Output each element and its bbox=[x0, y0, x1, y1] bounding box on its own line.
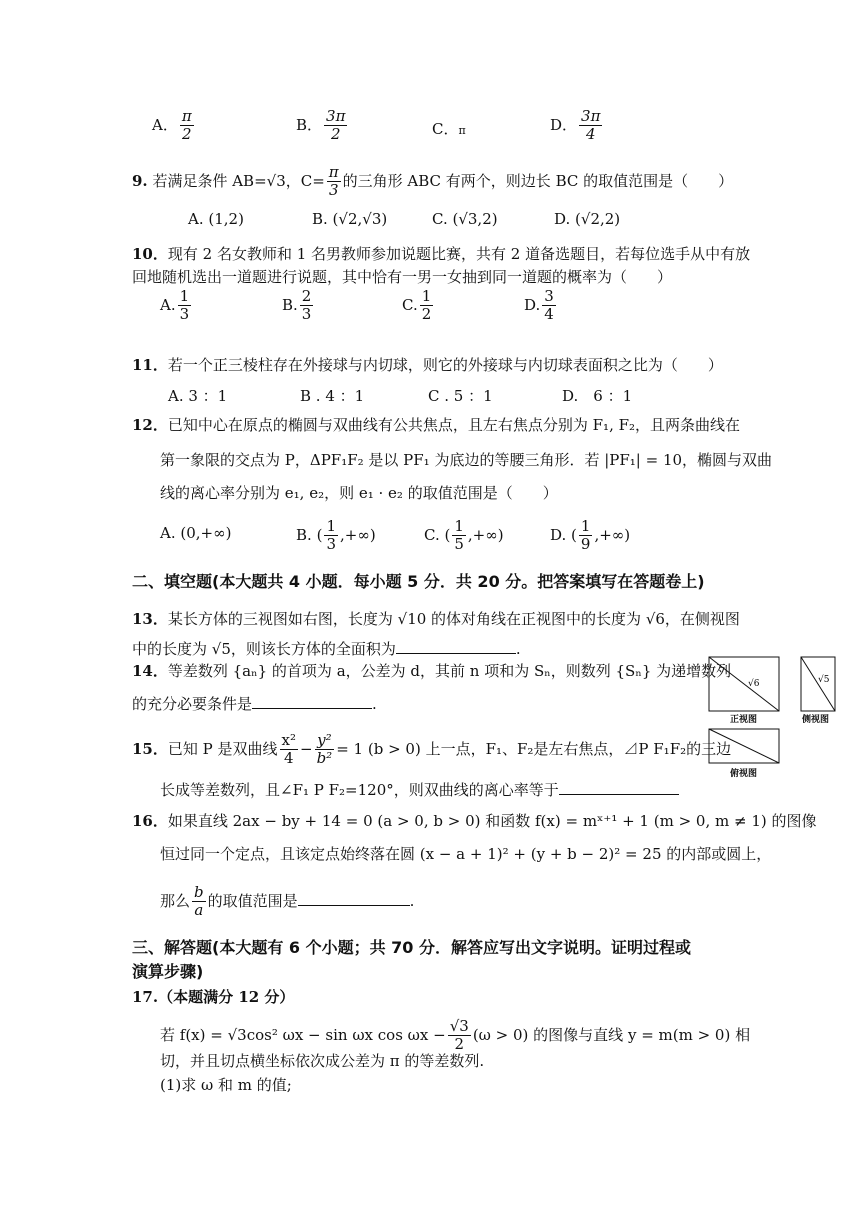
q16-line2: 恒过同一个定点，且该定点始终落在圆 (x − a + 1)² + (y + b − 2)² = 25 的内部或圆上， bbox=[160, 845, 772, 863]
q9-option-b: B. (√2,√3) bbox=[312, 210, 388, 228]
q10-option-a: A. $\frac{1}{3}$ bbox=[160, 287, 190, 324]
q11-option-b: B . 4 ：1 bbox=[300, 387, 365, 405]
side-view-label: 侧视图 bbox=[802, 715, 830, 725]
q17-line3: (1)求 ω 和 m 的值; bbox=[160, 1076, 292, 1094]
q13-line2: 中的长度为 √5，则该长方体的全面积为 . bbox=[132, 640, 521, 658]
q8-option-d: D． $\frac{3\pi}{4}$ bbox=[550, 107, 601, 144]
top-view-label: 俯视图 bbox=[730, 769, 758, 779]
q8-option-b: B． $\frac{3\pi}{2}$ bbox=[296, 107, 346, 144]
q9-option-a: A. (1,2) bbox=[188, 210, 244, 228]
q14-line2: 的充分必要条件是 . bbox=[132, 695, 377, 713]
q12-line3: 线的离心率分别为 e₁, e₂，则 e₁ · e₂ 的取值范围是（ ） bbox=[160, 484, 558, 502]
q11-option-d: D. 6 ：1 bbox=[562, 387, 633, 405]
q10-line1: 10．现有 2 名女教师和 1 名男教师参加说题比赛，共有 2 道备选题目，若每位选手从中有放 bbox=[132, 245, 751, 263]
q11-option-a: A. 3 ：1 bbox=[168, 387, 228, 405]
q17-line2: 切，并且切点横坐标依次成公差为 π 的等差数列. bbox=[160, 1052, 485, 1070]
q10-line2: 回地随机选出一道题进行说题，其中恰有一男一女抽到同一道题的概率为（ ） bbox=[132, 268, 673, 286]
q12-option-c: C. ( $\frac{1}{5}$ ,+∞) bbox=[424, 517, 504, 554]
q12-option-d: D. ( $\frac{1}{9}$ ,+∞) bbox=[550, 517, 631, 554]
q10-option-c: C. $\frac{1}{2}$ bbox=[402, 287, 432, 324]
q9-option-c: C. (√3,2) bbox=[432, 210, 498, 228]
q9-option-d: D. (√2,2) bbox=[554, 210, 621, 228]
side-view-figure bbox=[800, 656, 836, 712]
q12-option-a: A. (0,+∞) bbox=[160, 524, 232, 542]
q14-line1: 14．等差数列 {aₙ} 的首项为 a，公差为 d，其前 n 项和为 Sₙ，则数列 {Sₙ} 为递增数列 bbox=[132, 662, 732, 680]
front-view-label: 正视图 bbox=[730, 715, 758, 725]
q15-line2: 长成等差数列，且∠F₁ P F₂=120°，则双曲线的离心率等于 bbox=[160, 779, 679, 799]
q8-option-c: C．π bbox=[432, 120, 466, 138]
q11-option-c: C . 5 ：1 bbox=[428, 387, 493, 405]
front-view-diagonal-label: √6 bbox=[748, 679, 760, 689]
q10-option-b: B. $\frac{2}{3}$ bbox=[282, 287, 312, 324]
q8-option-a: A． $\frac{\pi}{2}$ bbox=[152, 107, 192, 144]
q11-stem: 11．若一个正三棱柱存在外接球与内切球，则它的外接球与内切球表面积之比为（ ） bbox=[132, 356, 723, 374]
q12-line2: 第一象限的交点为 P，ΔPF₁F₂ 是以 PF₁ 为底边的等腰三角形．若 |PF₁| = 10，椭圆与双曲 bbox=[160, 451, 773, 469]
q12-option-b: B. ( $\frac{1}{3}$ ,+∞) bbox=[296, 517, 376, 554]
q13-line1: 13．某长方体的三视图如右图，长度为 √10 的体对角线在正视图中的长度为 √6，在侧视图 bbox=[132, 610, 740, 628]
q9-stem: 9. 若满足条件 AB=√3，C= $\frac{\pi}{3}$ 的三角形 ABC 有两个，则边长 BC 的取值范围是（ ） bbox=[132, 163, 734, 200]
top-view-figure bbox=[708, 728, 780, 764]
q16-line1: 16．如果直线 2ax − by + 14 = 0 (a > 0, b > 0) 和函数 f(x) = mˣ⁺¹ + 1 (m > 0, m ≠ 1) 的图像 bbox=[132, 812, 817, 830]
front-view-figure bbox=[708, 656, 780, 712]
q16-line3: 那么 $\frac{b}{a}$ 的取值范围是 . bbox=[160, 883, 415, 920]
q17-title: 17.（本题满分 12 分） bbox=[132, 988, 295, 1006]
section-3-heading-line2: 演算步骤) bbox=[132, 962, 204, 981]
section-2-heading: 二、填空题(本大题共 4 小题．每小题 5 分．共 20 分。把答案填写在答题卷上) bbox=[132, 572, 705, 591]
q12-line1: 12．已知中心在原点的椭圆与双曲线有公共焦点，且左右焦点分别为 F₁, F₂，且两条曲线在 bbox=[132, 416, 741, 434]
q10-option-d: D. $\frac{3}{4}$ bbox=[524, 287, 554, 324]
section-3-heading-line1: 三、解答题(本大题有 6 个小题；共 70 分．解答应写出文字说明。证明过程或 bbox=[132, 938, 691, 957]
side-view-diagonal-label: √5 bbox=[818, 675, 830, 685]
q17-line1: 若 f(x) = √3cos² ωx − sin ωx cos ωx − $\frac{√3}{2}$ (ω > 0) 的图像与直线 y = m(m > 0) 相 bbox=[160, 1017, 751, 1054]
q15-line1: 15．已知 P 是双曲线 $\frac{\text{x²}}{4}$ − $\frac{\text{y²}}{\text{b²}}$ = 1 (b > 0) 上一点，F₁、F₂是左右焦点，⊿P F₁F₂的三边 bbox=[132, 731, 732, 768]
